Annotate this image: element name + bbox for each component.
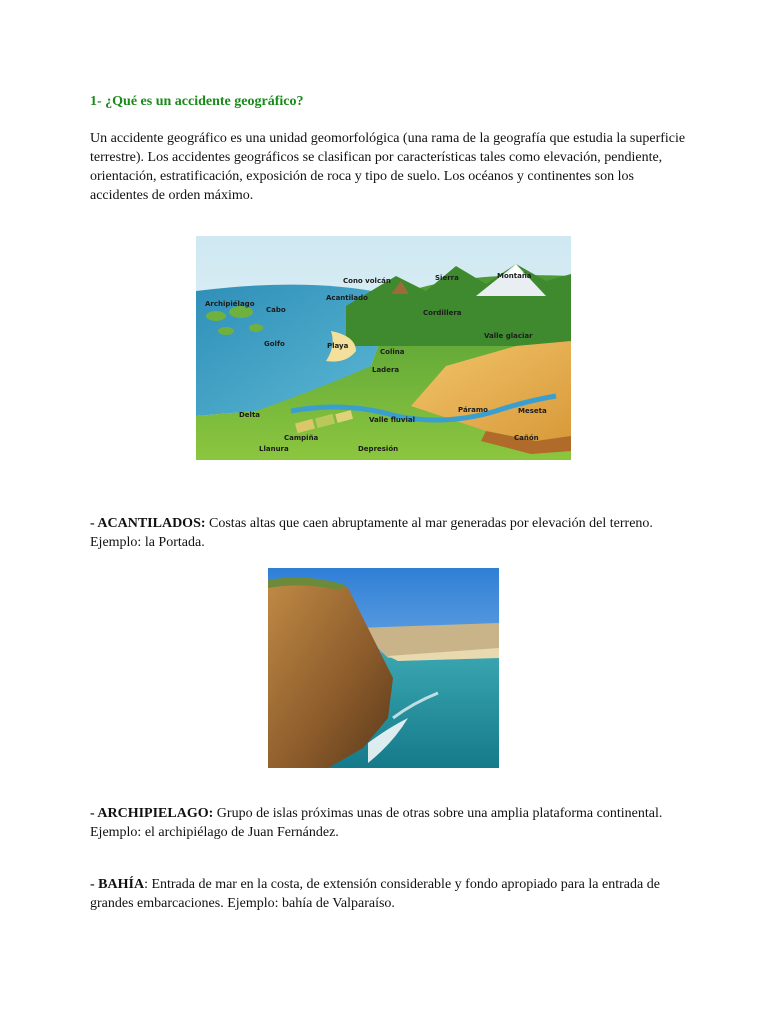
archipielago-paragraph [90, 804, 690, 842]
intro-paragraph: Un accidente geográfico es una unidad geomorfológica (una rama de la geografía que estudia la superficie terrestre). Los accidentes geográficos se clasifican por características tales como elevación, pendiente, orientación, estratificación, exposición de roca y tipo de suelo. Los océanos y continentes son los accidentes de orden máximo. [90, 131, 686, 203]
diagram-label: Campiña [284, 434, 319, 442]
cliff-illustration [268, 568, 499, 768]
diagram-label: Delta [239, 411, 261, 419]
diagram-label: Archipiélago [205, 300, 255, 308]
diagram-label: Cordillera [423, 309, 462, 317]
diagram-label: Ladera [372, 366, 400, 374]
diagram-label: Montaña [497, 272, 532, 280]
diagram-label: Golfo [264, 340, 285, 348]
diagram-label: Páramo [458, 406, 488, 414]
term-label: - BAHÍA [90, 877, 145, 892]
diagram-label: Acantilado [326, 294, 368, 302]
term-label: - ARCHIPIELAGO: [90, 806, 214, 821]
bahia-paragraph [90, 875, 690, 913]
diagram-label: Valle fluvial [369, 416, 415, 424]
diagram-label: Colina [380, 348, 405, 356]
term-definition: Grupo de islas próximas unas de otras sobre una amplia plataforma continental. Ejemplo: el archipiélago de Juan Fernández. [90, 806, 663, 840]
diagram-label: Depresión [358, 445, 399, 453]
diagram-label: Cabo [266, 306, 286, 314]
cliff-photo [268, 568, 499, 768]
diagram-label: Valle glaciar [484, 332, 533, 340]
diagram-label: Meseta [518, 407, 547, 415]
landforms-diagram [196, 236, 571, 460]
section-heading: 1- ¿Qué es un accidente geográfico? [90, 94, 304, 109]
diagram-label: Llanura [259, 445, 289, 453]
diagram-label: Playa [327, 342, 349, 350]
term-definition: : Entrada de mar en la costa, de extensión considerable y fondo apropiado para la entrada de grandes embarcaciones. Ejemplo: bahía de Valparaíso. [90, 877, 660, 911]
acantilados-paragraph [90, 514, 690, 552]
diagram-label: Cañón [514, 434, 539, 442]
diagram-label: Sierra [435, 274, 459, 282]
term-definition: Costas altas que caen abruptamente al mar generadas por elevación del terreno. Ejemplo: la Portada. [90, 516, 653, 550]
term-label: - ACANTILADOS: [90, 516, 206, 531]
diagram-label: Cono volcán [343, 277, 391, 285]
